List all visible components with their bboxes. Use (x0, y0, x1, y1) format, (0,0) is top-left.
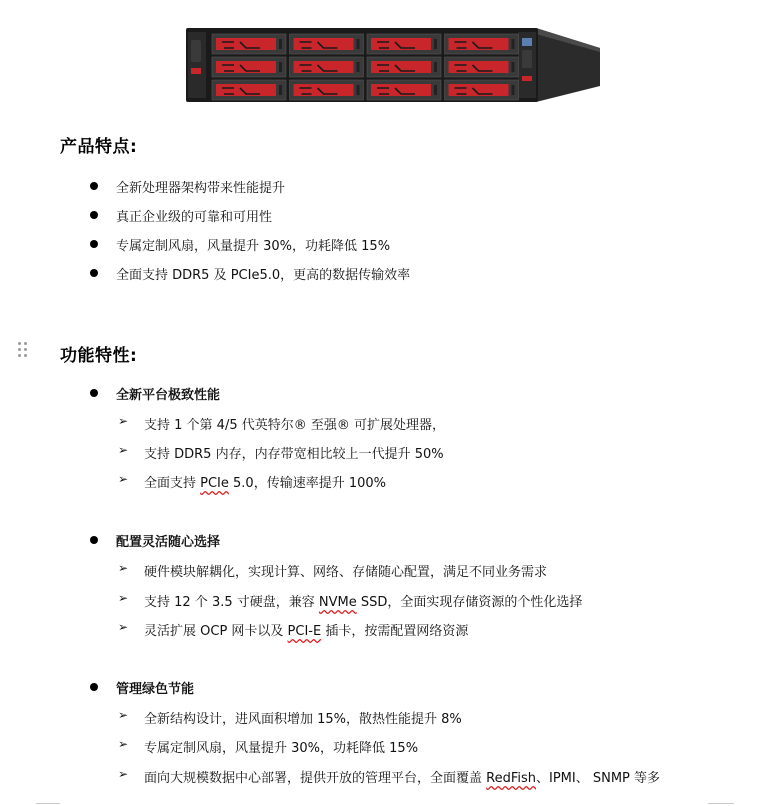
arrow-bullet-icon: ➢ (118, 737, 129, 751)
drive-led (357, 39, 360, 49)
drive-led (434, 39, 437, 49)
bullet-dot-icon (90, 182, 98, 190)
page-corner-mark (708, 803, 734, 804)
bullet-dot-icon (90, 683, 98, 691)
spellcheck-word: NVMe (318, 595, 357, 610)
drive-led (512, 85, 515, 95)
bullet-dot-icon (90, 389, 98, 397)
arrow-bullet-icon: ➢ (118, 472, 129, 486)
drive-led (512, 39, 515, 49)
drive-led (434, 62, 437, 72)
drive-led (512, 62, 515, 72)
drive-led (279, 85, 282, 95)
bullet-dot-icon (90, 240, 98, 248)
arrow-bullet-icon: ➢ (118, 708, 129, 722)
bullet-dot-icon (90, 211, 98, 219)
spellcheck-word: PCI-E (287, 624, 322, 639)
drag-handle-icon[interactable] (18, 342, 28, 358)
drive-led (357, 62, 360, 72)
arrow-bullet-icon: ➢ (118, 443, 129, 457)
bullet-dot-icon (90, 536, 98, 544)
server-chassis-image (186, 26, 600, 104)
arrow-bullet-icon: ➢ (118, 414, 129, 428)
arrow-bullet-icon: ➢ (118, 767, 129, 781)
drive-led (279, 62, 282, 72)
section-title-features: 产品特点: (60, 137, 138, 157)
drive-led (279, 39, 282, 49)
drive-led (357, 85, 360, 95)
spellcheck-word: PCIe (200, 476, 229, 491)
drive-led (434, 85, 437, 95)
spellcheck-word: RedFish (486, 771, 536, 786)
arrow-bullet-icon: ➢ (118, 620, 129, 634)
bullet-dot-icon (90, 269, 98, 277)
arrow-bullet-icon: ➢ (118, 561, 129, 575)
arrow-bullet-icon: ➢ (118, 591, 129, 605)
section-title-functions: 功能特性: (60, 346, 138, 366)
page-corner-mark (36, 803, 60, 804)
